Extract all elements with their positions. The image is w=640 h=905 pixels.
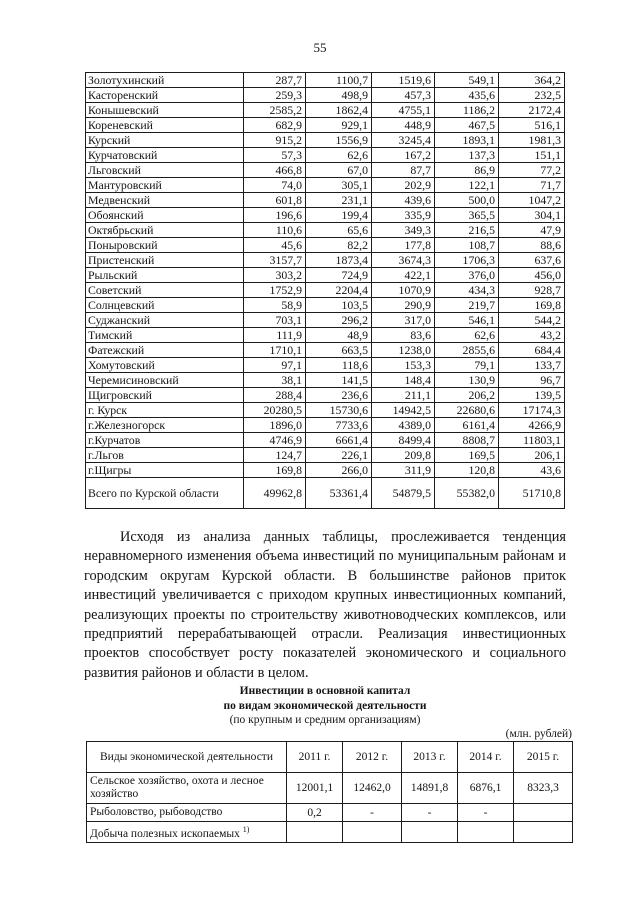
value-cell: 14942,5: [372, 403, 435, 418]
value-cell: 601,8: [244, 193, 306, 208]
value-cell: 177,8: [372, 238, 435, 253]
value-cell: 82,2: [306, 238, 372, 253]
value-cell: 724,9: [306, 268, 372, 283]
district-name: Поныровский: [86, 238, 244, 253]
value-cell: 684,4: [499, 343, 565, 358]
value-cell: 434,3: [435, 283, 499, 298]
district-name: Курский: [86, 133, 244, 148]
district-name: Суджанский: [86, 313, 244, 328]
header-year: 2011 г.: [287, 742, 343, 773]
district-name: Обоянский: [86, 208, 244, 223]
analysis-paragraph: Исходя из анализа данных таблицы, прослеживается тенденция неравномерного изменения объема инвестиций по муниципальным районам и городским округам Курской области. В большинстве районов приток инвестиций увеличивается с приходом крупных инвестиционных компаний, реализующих проекты по строительству животноводческих комплексов, или предприятий перерабатывающей отрасли. Реализация инвестиционных проектов способствует росту показателей экономического и социального развития районов и области в целом.: [84, 529, 566, 681]
value-cell: 1893,1: [435, 133, 499, 148]
value-cell: 546,1: [435, 313, 499, 328]
value-cell: 12001,1: [287, 773, 343, 804]
value-cell: 448,9: [372, 118, 435, 133]
value-cell: 71,7: [499, 178, 565, 193]
value-cell: 151,1: [499, 148, 565, 163]
value-cell: 928,7: [499, 283, 565, 298]
value-cell: 199,4: [306, 208, 372, 223]
value-cell: 1238,0: [372, 343, 435, 358]
value-cell: 296,2: [306, 313, 372, 328]
value-cell: 703,1: [244, 313, 306, 328]
value-cell: 498,9: [306, 88, 372, 103]
value-cell: 45,6: [244, 238, 306, 253]
activity-label: Рыболовство, рыбоводство: [90, 806, 223, 818]
table-row: [86, 388, 565, 403]
value-cell: 202,9: [372, 178, 435, 193]
value-cell: 49962,8: [244, 478, 306, 509]
districts-investment-table: [85, 72, 565, 509]
table-row: [86, 133, 565, 148]
value-cell: 0,2: [287, 804, 343, 822]
value-cell: 3245,4: [372, 133, 435, 148]
value-cell: 467,5: [435, 118, 499, 133]
total-label: Всего по Курской области: [86, 478, 244, 509]
value-cell: 305,1: [306, 178, 372, 193]
value-cell: 62,6: [306, 148, 372, 163]
table-row: [86, 193, 565, 208]
value-cell: 87,7: [372, 163, 435, 178]
district-name: Щигровский: [86, 388, 244, 403]
value-cell: 79,1: [435, 358, 499, 373]
value-cell: 206,2: [435, 388, 499, 403]
table-row: [86, 253, 565, 268]
value-cell: 4755,1: [372, 103, 435, 118]
value-cell: 96,7: [499, 373, 565, 388]
value-cell: 637,6: [499, 253, 565, 268]
value-cell: 304,1: [499, 208, 565, 223]
district-name: г.Железногорск: [86, 418, 244, 433]
investments-title-line1: Инвестиции в основной капитал: [239, 685, 411, 697]
value-cell: 1862,4: [306, 103, 372, 118]
value-cell: [402, 822, 458, 843]
value-cell: 22680,6: [435, 403, 499, 418]
value-cell: 1706,3: [435, 253, 499, 268]
value-cell: 365,5: [435, 208, 499, 223]
value-cell: 57,3: [244, 148, 306, 163]
value-cell: 206,1: [499, 448, 565, 463]
value-cell: 376,0: [435, 268, 499, 283]
table-row: [86, 178, 565, 193]
table-row: [86, 433, 565, 448]
value-cell: 169,5: [435, 448, 499, 463]
value-cell: 8323,3: [514, 773, 573, 804]
value-cell: -: [402, 804, 458, 822]
value-cell: 1981,3: [499, 133, 565, 148]
value-cell: 466,8: [244, 163, 306, 178]
value-cell: 1896,0: [244, 418, 306, 433]
value-cell: 15730,6: [306, 403, 372, 418]
value-cell: 303,2: [244, 268, 306, 283]
district-name: Советский: [86, 283, 244, 298]
value-cell: 439,6: [372, 193, 435, 208]
district-name: Золотухинский: [86, 73, 244, 88]
value-cell: 4389,0: [372, 418, 435, 433]
value-cell: 456,0: [499, 268, 565, 283]
table-row: [86, 163, 565, 178]
value-cell: 549,1: [435, 73, 499, 88]
district-name: Октябрьский: [86, 223, 244, 238]
value-cell: 122,1: [435, 178, 499, 193]
value-cell: 2204,4: [306, 283, 372, 298]
table-row: [86, 73, 565, 88]
value-cell: 226,1: [306, 448, 372, 463]
value-cell: 290,9: [372, 298, 435, 313]
value-cell: 12462,0: [343, 773, 402, 804]
value-cell: 6661,4: [306, 433, 372, 448]
value-cell: 682,9: [244, 118, 306, 133]
table-row: [86, 268, 565, 283]
value-cell: [514, 804, 573, 822]
table-row: [86, 403, 565, 418]
value-cell: 17174,3: [499, 403, 565, 418]
investments-title-line2: по видам экономической деятельности: [223, 699, 427, 712]
table-row: [86, 358, 565, 373]
activity-cell: [87, 822, 287, 843]
value-cell: 544,2: [499, 313, 565, 328]
value-cell: 54879,5: [372, 478, 435, 509]
district-name: Мантуровский: [86, 178, 244, 193]
value-cell: 53361,4: [306, 478, 372, 509]
value-cell: 287,7: [244, 73, 306, 88]
value-cell: 1070,9: [372, 283, 435, 298]
value-cell: 209,8: [372, 448, 435, 463]
table-row: [87, 804, 573, 822]
value-cell: 120,8: [435, 463, 499, 478]
header-year: 2014 г.: [458, 742, 514, 773]
value-cell: [287, 822, 343, 843]
value-cell: -: [343, 804, 402, 822]
header-year: 2013 г.: [402, 742, 458, 773]
value-cell: 219,7: [435, 298, 499, 313]
value-cell: 58,9: [244, 298, 306, 313]
value-cell: 259,3: [244, 88, 306, 103]
value-cell: 236,6: [306, 388, 372, 403]
value-cell: 8499,4: [372, 433, 435, 448]
value-cell: [514, 822, 573, 843]
table-row: [86, 103, 565, 118]
value-cell: 6876,1: [458, 773, 514, 804]
value-cell: 65,6: [306, 223, 372, 238]
value-cell: 137,3: [435, 148, 499, 163]
investments-subtitle: (по крупным и средним организациям): [229, 714, 421, 726]
value-cell: 1873,4: [306, 253, 372, 268]
value-cell: 62,6: [435, 328, 499, 343]
value-cell: 47,9: [499, 223, 565, 238]
value-cell: 232,5: [499, 88, 565, 103]
value-cell: 196,6: [244, 208, 306, 223]
value-cell: 1752,9: [244, 283, 306, 298]
page-number: 55: [313, 40, 327, 55]
value-cell: 55382,0: [435, 478, 499, 509]
value-cell: 211,1: [372, 388, 435, 403]
investments-title: [84, 684, 566, 728]
district-name: Медвенский: [86, 193, 244, 208]
table-row: [86, 223, 565, 238]
district-name: г. Курск: [86, 403, 244, 418]
value-cell: 1186,2: [435, 103, 499, 118]
value-cell: 216,5: [435, 223, 499, 238]
value-cell: 20280,5: [244, 403, 306, 418]
value-cell: 97,1: [244, 358, 306, 373]
value-cell: 77,2: [499, 163, 565, 178]
header-year: 2012 г.: [343, 742, 402, 773]
table-row: [86, 118, 565, 133]
value-cell: 130,9: [435, 373, 499, 388]
value-cell: 457,3: [372, 88, 435, 103]
value-cell: 364,2: [499, 73, 565, 88]
value-cell: 14891,8: [402, 773, 458, 804]
district-name: Черемисиновский: [86, 373, 244, 388]
table-row: [86, 328, 565, 343]
value-cell: 4266,9: [499, 418, 565, 433]
district-name: Тимский: [86, 328, 244, 343]
value-cell: 288,4: [244, 388, 306, 403]
value-cell: 317,0: [372, 313, 435, 328]
table-row: [86, 298, 565, 313]
value-cell: 1100,7: [306, 73, 372, 88]
value-cell: 231,1: [306, 193, 372, 208]
value-cell: 929,1: [306, 118, 372, 133]
value-cell: 8808,7: [435, 433, 499, 448]
value-cell: 74,0: [244, 178, 306, 193]
header-year: 2015 г.: [514, 742, 573, 773]
district-name: Курчатовский: [86, 148, 244, 163]
value-cell: 3157,7: [244, 253, 306, 268]
value-cell: 43,2: [499, 328, 565, 343]
value-cell: 1519,6: [372, 73, 435, 88]
value-cell: 108,7: [435, 238, 499, 253]
units-label: (млн. рублей): [505, 728, 572, 740]
table-row: [87, 822, 573, 843]
value-cell: 169,8: [499, 298, 565, 313]
value-cell: 311,9: [372, 463, 435, 478]
district-name: Пристенский: [86, 253, 244, 268]
table-row: [86, 373, 565, 388]
value-cell: 48,9: [306, 328, 372, 343]
table-row: [86, 418, 565, 433]
district-name: г.Льгов: [86, 448, 244, 463]
value-cell: [458, 822, 514, 843]
value-cell: 2172,4: [499, 103, 565, 118]
activity-cell: [87, 804, 287, 822]
value-cell: 118,6: [306, 358, 372, 373]
table-row: [86, 238, 565, 253]
value-cell: 422,1: [372, 268, 435, 283]
value-cell: 1556,9: [306, 133, 372, 148]
value-cell: 83,6: [372, 328, 435, 343]
district-name: г.Щигры: [86, 463, 244, 478]
table-row: [87, 773, 573, 804]
value-cell: 88,6: [499, 238, 565, 253]
district-name: Рыльский: [86, 268, 244, 283]
value-cell: 141,5: [306, 373, 372, 388]
value-cell: 139,5: [499, 388, 565, 403]
value-cell: 349,3: [372, 223, 435, 238]
value-cell: [343, 822, 402, 843]
activity-label: Добыча полезных ископаемых: [90, 827, 240, 840]
district-name: Хомутовский: [86, 358, 244, 373]
value-cell: 167,2: [372, 148, 435, 163]
district-name: Солнцевский: [86, 298, 244, 313]
value-cell: 103,5: [306, 298, 372, 313]
value-cell: 3674,3: [372, 253, 435, 268]
value-cell: 111,9: [244, 328, 306, 343]
value-cell: 1047,2: [499, 193, 565, 208]
district-name: Кореневский: [86, 118, 244, 133]
value-cell: 169,8: [244, 463, 306, 478]
activity-cell: [87, 773, 287, 804]
value-cell: 148,4: [372, 373, 435, 388]
value-cell: 124,7: [244, 448, 306, 463]
table-row: [86, 343, 565, 358]
value-cell: 335,9: [372, 208, 435, 223]
investments-by-activity-table: [86, 741, 573, 843]
table-row: [86, 448, 565, 463]
value-cell: 2855,6: [435, 343, 499, 358]
value-cell: 915,2: [244, 133, 306, 148]
value-cell: 67,0: [306, 163, 372, 178]
district-name: Льговский: [86, 163, 244, 178]
value-cell: 51710,8: [499, 478, 565, 509]
value-cell: 6161,4: [435, 418, 499, 433]
value-cell: 133,7: [499, 358, 565, 373]
value-cell: 663,5: [306, 343, 372, 358]
value-cell: 86,9: [435, 163, 499, 178]
table-row: [86, 208, 565, 223]
district-name: Фатежский: [86, 343, 244, 358]
district-name: Конышевский: [86, 103, 244, 118]
value-cell: 435,6: [435, 88, 499, 103]
table-row: [86, 283, 565, 298]
value-cell: 11803,1: [499, 433, 565, 448]
district-name: Касторенский: [86, 88, 244, 103]
value-cell: 516,1: [499, 118, 565, 133]
value-cell: 2585,2: [244, 103, 306, 118]
value-cell: -: [458, 804, 514, 822]
header-activity: Виды экономической деятельности: [87, 742, 287, 773]
value-cell: 4746,9: [244, 433, 306, 448]
value-cell: 110,6: [244, 223, 306, 238]
footnote-marker: 1): [242, 825, 250, 834]
table-row: [86, 88, 565, 103]
value-cell: 500,0: [435, 193, 499, 208]
total-row: [86, 478, 565, 509]
value-cell: 7733,6: [306, 418, 372, 433]
value-cell: 266,0: [306, 463, 372, 478]
value-cell: 43,6: [499, 463, 565, 478]
table-row: [86, 313, 565, 328]
table-row: [86, 148, 565, 163]
value-cell: 1710,1: [244, 343, 306, 358]
activity-label: Сельское хозяйство, охота и лесное хозяйство: [90, 775, 264, 800]
table-row: [86, 463, 565, 478]
value-cell: 153,3: [372, 358, 435, 373]
value-cell: 38,1: [244, 373, 306, 388]
district-name: г.Курчатов: [86, 433, 244, 448]
